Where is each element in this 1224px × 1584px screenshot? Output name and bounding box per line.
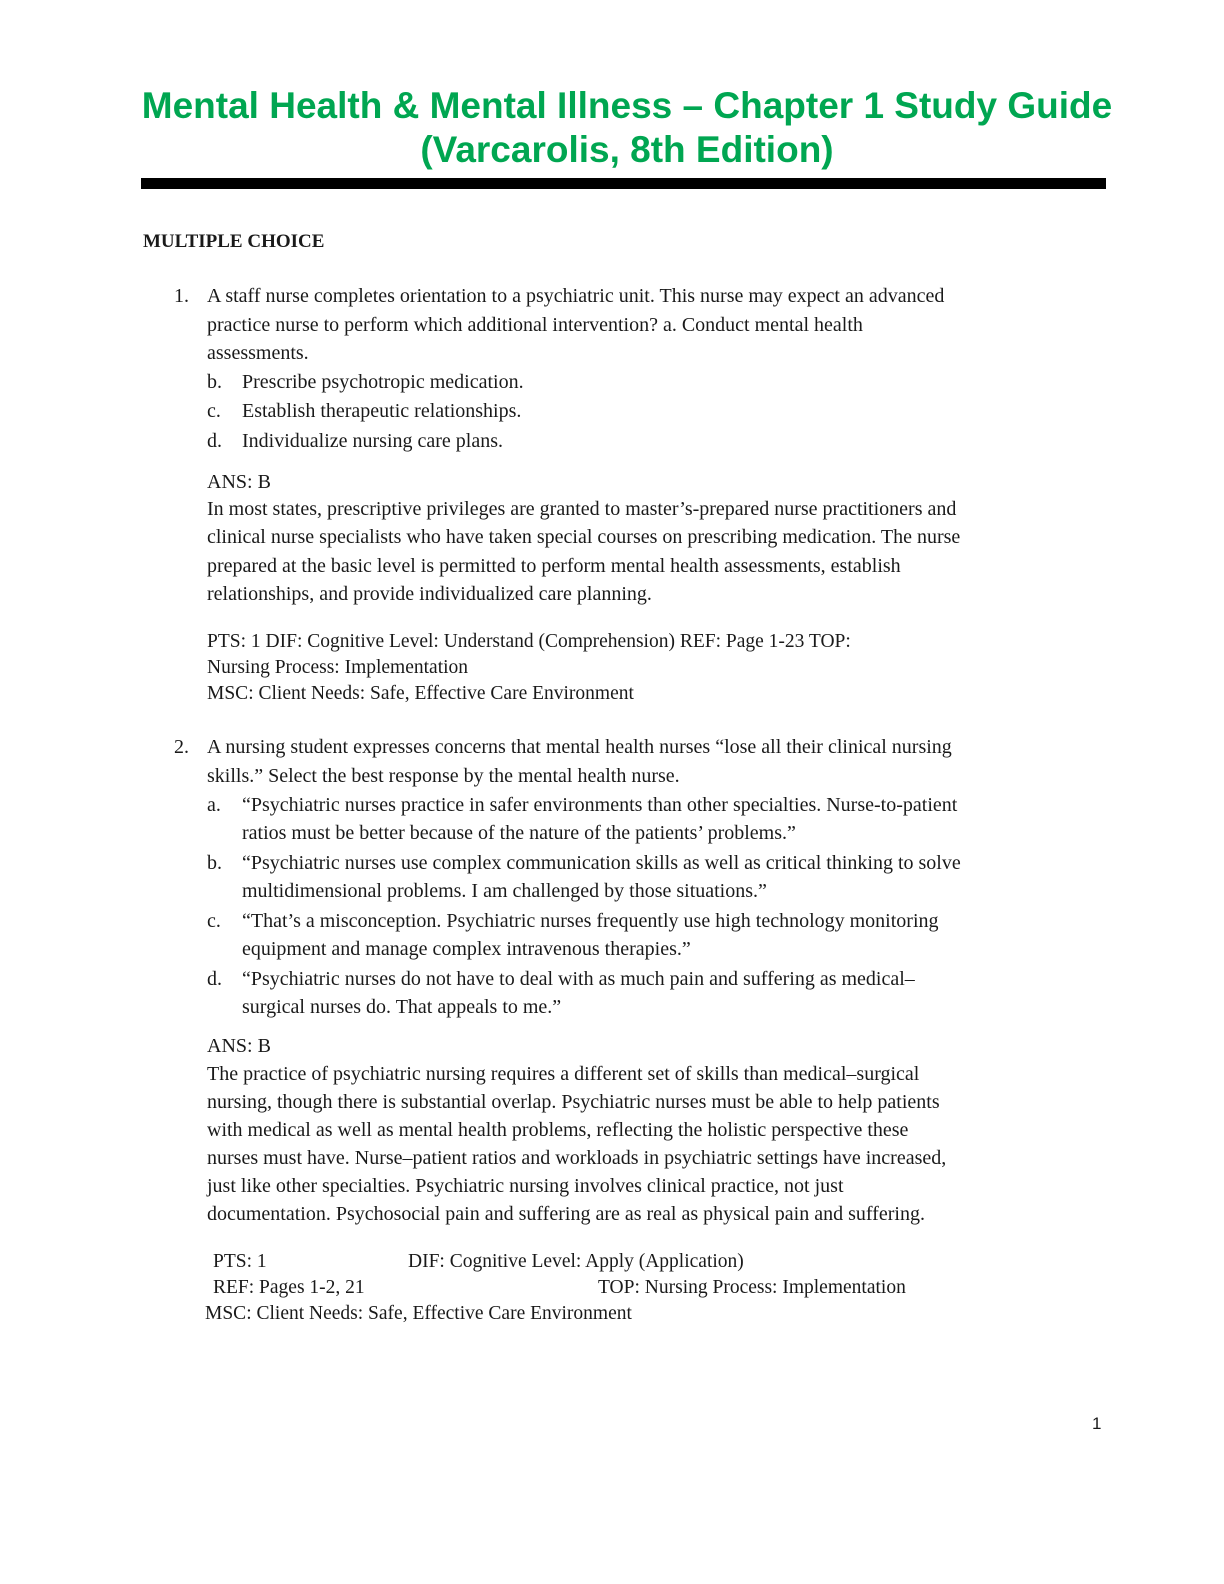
question-number: 2. <box>174 736 189 758</box>
section-heading: MULTIPLE CHOICE <box>143 231 325 252</box>
question-number: 1. <box>174 285 189 307</box>
option-text: “Psychiatric nurses practice in safer environments than other specialties. Nurse-to-patient <box>242 794 958 816</box>
option-text: “Psychiatric nurses do not have to deal with as much pain and suffering as medical– <box>242 968 915 990</box>
question-metadata: PTS: 1 DIF: Cognitive Level: Understand (Comprehension) REF: Page 1-23 TOP: <box>207 631 851 652</box>
page-number: 1 <box>1092 1414 1102 1433</box>
option-text: “That’s a misconception. Psychiatric nurses frequently use high technology monitoring <box>242 910 939 932</box>
title-line-2: (Varcarolis, 8th Edition) <box>420 129 834 170</box>
option-letter: b. <box>207 852 222 874</box>
metadata-dif: DIF: Cognitive Level: Apply (Application) <box>408 1251 744 1272</box>
option-letter: d. <box>207 968 222 990</box>
option-text: equipment and manage complex intravenous therapies.” <box>242 938 691 960</box>
option-letter: c. <box>207 910 221 932</box>
option-text: surgical nurses do. That appeals to me.” <box>242 996 562 1018</box>
option-letter: b. <box>207 371 222 393</box>
rationale-line: prepared at the basic level is permitted to perform mental health assessments, establish <box>207 555 901 577</box>
question-metadata: Nursing Process: Implementation <box>207 657 469 678</box>
option-text: Establish therapeutic relationships. <box>242 400 522 422</box>
rationale-line: documentation. Psychosocial pain and suffering are as real as physical pain and suffering. <box>207 1203 925 1225</box>
metadata-top: TOP: Nursing Process: Implementation <box>598 1277 906 1298</box>
rationale-line: clinical nurse specialists who have taken special courses on prescribing medication. The nurse <box>207 526 961 548</box>
option-letter: c. <box>207 400 221 422</box>
option-letter: d. <box>207 430 222 452</box>
rationale-line: relationships, and provide individualized care planning. <box>207 583 652 605</box>
answer-key: ANS: B <box>207 1035 271 1057</box>
question-stem: assessments. <box>207 342 309 364</box>
question-stem: A nursing student expresses concerns that mental health nurses “lose all their clinical nursing <box>207 736 952 758</box>
metadata-pts: PTS: 1 <box>213 1251 267 1272</box>
rationale-line: nurses must have. Nurse–patient ratios and workloads in psychiatric settings have increased, <box>207 1147 947 1169</box>
title-divider <box>141 178 1106 189</box>
option-text: “Psychiatric nurses use complex communication skills as well as critical thinking to solve <box>242 852 961 874</box>
question-metadata: MSC: Client Needs: Safe, Effective Care Environment <box>207 683 634 704</box>
question-stem: practice nurse to perform which additional intervention? a. Conduct mental health <box>207 314 863 336</box>
option-text: Prescribe psychotropic medication. <box>242 371 524 393</box>
option-letter: a. <box>207 794 221 816</box>
question-stem: A staff nurse completes orientation to a psychiatric unit. This nurse may expect an advanced <box>207 285 945 307</box>
page-title <box>60 84 1194 172</box>
rationale-line: The practice of psychiatric nursing requires a different set of skills than medical–surgical <box>207 1063 920 1085</box>
rationale-line: just like other specialties. Psychiatric nursing involves clinical practice, not just <box>207 1175 844 1197</box>
option-text: ratios must be better because of the nature of the patients’ problems.” <box>242 822 796 844</box>
rationale-line: with medical as well as mental health problems, reflecting the holistic perspective these <box>207 1119 909 1141</box>
answer-key: ANS: B <box>207 471 271 493</box>
question-stem: skills.” Select the best response by the mental health nurse. <box>207 765 680 787</box>
option-text: Individualize nursing care plans. <box>242 430 504 452</box>
option-text: multidimensional problems. I am challenged by those situations.” <box>242 880 767 902</box>
rationale-line: In most states, prescriptive privileges are granted to master’s-prepared nurse practitioners and <box>207 498 957 520</box>
rationale-line: nursing, though there is substantial overlap. Psychiatric nurses must be able to help patients <box>207 1091 940 1113</box>
metadata-ref: REF: Pages 1-2, 21 <box>213 1277 365 1298</box>
metadata-msc: MSC: Client Needs: Safe, Effective Care Environment <box>205 1303 632 1324</box>
title-line-1: Mental Health & Mental Illness – Chapter 1 Study Guide <box>141 85 1113 126</box>
